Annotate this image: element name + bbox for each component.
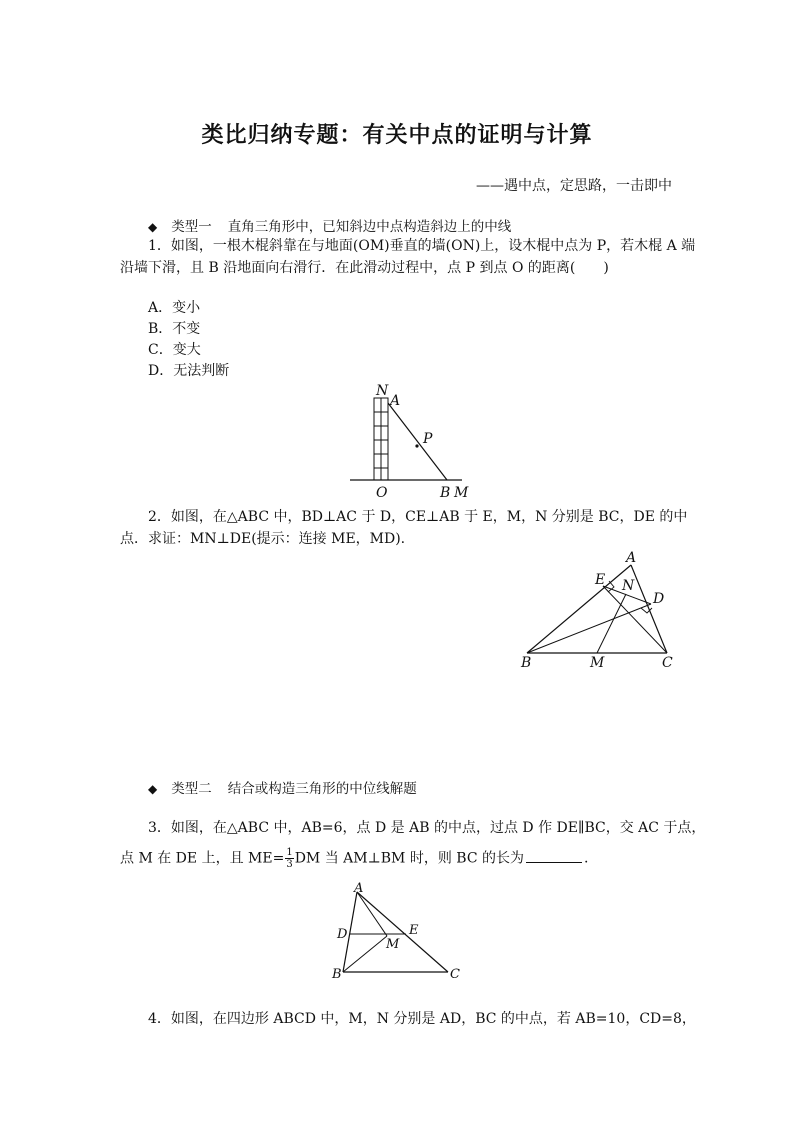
section-text: 结合或构造三角形的中位线解题 [227, 781, 417, 797]
label-c: C [450, 967, 460, 982]
label-a: A [626, 550, 637, 566]
option-a: A．变小 [148, 300, 201, 316]
label-m: M [386, 937, 400, 952]
label-c: C [662, 655, 673, 671]
option-d: D．无法判断 [148, 363, 230, 379]
label-b: B [521, 655, 532, 671]
section-heading-1 [148, 215, 511, 235]
question-2-line-2: 点．求证：MN⊥DE(提示：连接 ME，MD). [120, 531, 406, 547]
option-b: B．不变 [148, 321, 201, 337]
label-e: E [409, 923, 419, 938]
figure-3-triangle [330, 880, 470, 980]
page-title: 类比归纳专题：有关中点的证明与计算 [201, 123, 593, 148]
question-3-line-2: 点 M 在 DE 上，且 ME= $\frac{1}{3}$ DM 当 AM⊥BM 时，则 BC 的长为 . [120, 847, 589, 870]
diamond-bullet-icon: ◆ [148, 782, 158, 796]
label-p: P [423, 431, 433, 447]
section-text: 直角三角形中，已知斜边中点构造斜边上的中线 [227, 219, 512, 235]
diamond-bullet-icon: ◆ [148, 220, 158, 234]
fraction-one-third: $\frac{1}{3}$ [286, 847, 293, 870]
label-n: N [376, 383, 389, 399]
label-a: A [354, 881, 364, 896]
section-label: 类型二 [171, 781, 212, 797]
figure-2-triangle [515, 545, 685, 670]
question-3-line-1: 3．如图，在△ABC 中，AB=6，点 D 是 AB 的中点，过点 D 作 DE∥BC，交 AC 于点， [148, 820, 706, 836]
question-1-line-1: 1．如图，一根木棍斜靠在与地面(OM)垂直的墙(ON)上，设木棍中点为 P，若木棍 A 端 [148, 238, 696, 254]
label-o: O [376, 485, 388, 501]
answer-blank[interactable] [526, 848, 582, 863]
section-label: 类型一 [171, 219, 212, 235]
label-b: B [332, 967, 342, 982]
label-m: M [454, 485, 469, 501]
label-b: B [440, 485, 451, 501]
page-subtitle: ——遇中点，定思路，一击即中 [476, 178, 672, 194]
label-a: A [390, 393, 401, 409]
question-1-line-2: 沿墙下滑，且 B 沿地面向右滑行．在此滑动过程中，点 P 到点 O 的距离( ) [120, 260, 609, 276]
label-d: D [653, 591, 665, 607]
question-4-line-1: 4．如图，在四边形 ABCD 中，M，N 分别是 AD，BC 的中点，若 AB=10，CD=8， [148, 1011, 696, 1027]
question-2-line-1: 2．如图，在△ABC 中，BD⊥AC 于 D，CE⊥AB 于 E，M，N 分别是 BC，DE 的中 [148, 509, 688, 525]
label-d: D [337, 927, 348, 942]
figure-1-ladder [340, 380, 480, 500]
section-heading-2 [148, 777, 417, 797]
label-n: N [622, 578, 635, 594]
option-c: C．变大 [148, 342, 201, 358]
question-1-options [148, 298, 229, 382]
label-e: E [595, 572, 606, 588]
label-m: M [590, 655, 605, 671]
